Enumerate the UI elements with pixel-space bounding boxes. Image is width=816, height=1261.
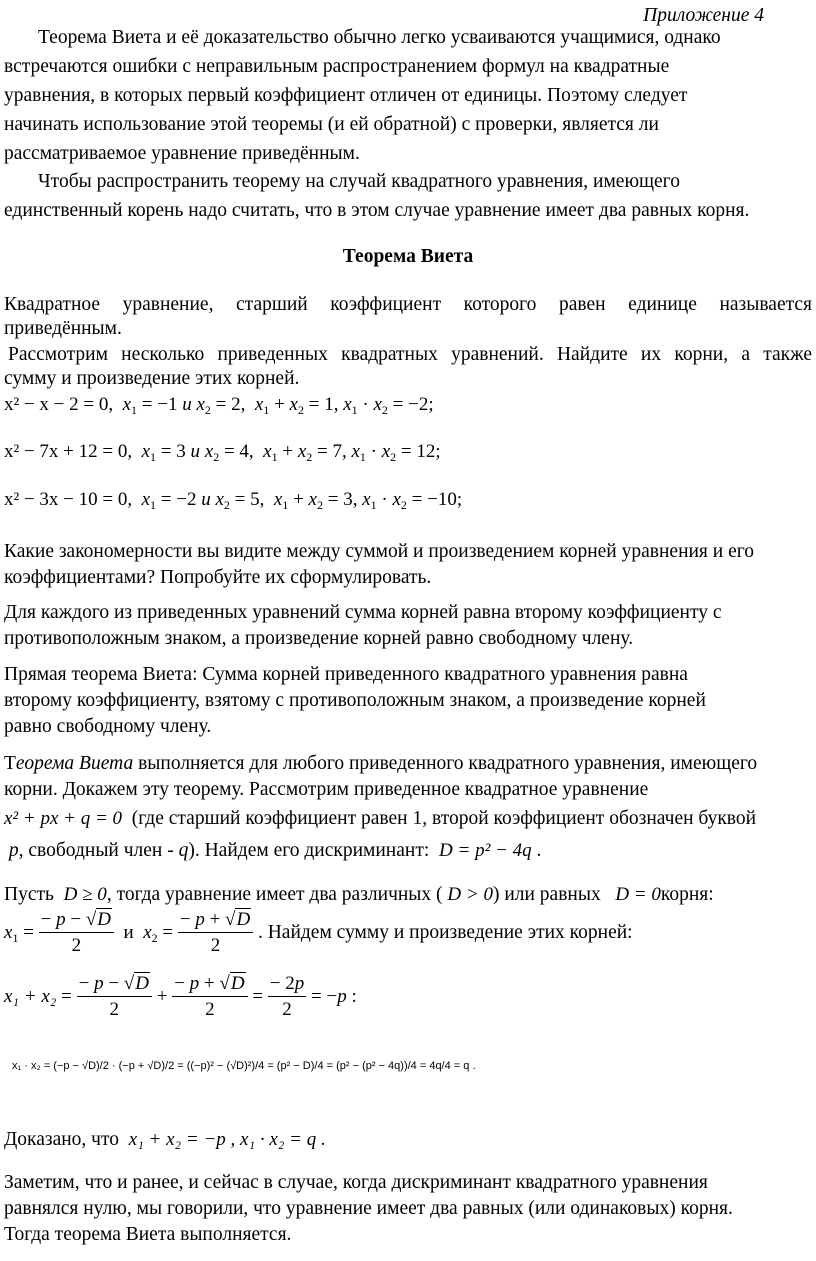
example-1: x² − x − 2 = 0, $x_1 = -1$ и $x_2 = 2$, $x_1 + x_2 = 1$, $x_1 \cdot x_2 = -2$;: [4, 394, 434, 417]
answer-line: противоположным знаком, а произведение корней равно свободному члену.: [4, 628, 634, 649]
theorem-name: еорема Виета: [15, 753, 134, 774]
intro-line: Теорема Виета и её доказательство обычно легко усваиваются учащимися, однако: [38, 27, 721, 48]
proof-line: p, свободный член - q). Найдем его дискриминант: D = p² − 4q .: [4, 840, 542, 861]
proof-line: [4, 804, 756, 833]
root-x2: 2: [231, 394, 241, 415]
and-word: и: [201, 489, 211, 510]
product-formula: x₁ · x₂ = (−p − √D)/2 · (−p + √D)/2 = ((−p)² − (√D)²)/4 = (p² − D)/4 = (p² − (p² − 4q))/4 = 4q/4 = q .: [12, 1060, 476, 1072]
proof-text: выполняется для любого приведенного квадратного уравнения, имеющего: [133, 753, 758, 774]
roots-product: 12: [416, 441, 436, 462]
roots-formula: $x_1$ = $\frac{- p - √D}{2}$ и $x_2$ = $\frac{- p + √D}{2}$ . Найдем сумму и произведение этих корней:: [4, 909, 633, 956]
proof-line: корни. Докажем эту теорему. Рассмотрим приведенное квадратное уравнение: [4, 779, 649, 800]
closing-line: равнялся нулю, мы говорили, что уравнение имеет два равных (или одинаковых) корня.: [4, 1198, 733, 1219]
proof-text: Т: [4, 753, 16, 774]
proof-text: ). Найдем его дискриминант:: [188, 840, 430, 861]
sum-formula: x₁ + x₂ = $\frac{- p - √D}{2}$ + $\frac{- p + √D}{2}$ = $\frac{- 2p}{2}$ = −p :: [4, 973, 357, 1020]
proof-text: . Найдем сумму и произведение этих корней:: [257, 921, 633, 943]
proof-text: Пусть: [4, 884, 54, 905]
example-3: x² − 3x − 10 = 0, $x_1 = -2$ и $x_2 = 5$, $x_1 + x_2 = 3$, $x_1 \cdot x_2 = -10$;: [4, 489, 463, 512]
intro-line: встречаются ошибки с неправильным распространением формул на квадратные: [4, 56, 670, 77]
roots-product: −2: [408, 394, 429, 415]
proof-line: [4, 749, 757, 778]
and-word: и: [182, 394, 192, 415]
section-title: Теорема Виета: [342, 246, 474, 267]
and-word: и: [123, 921, 134, 943]
roots-sum: 3: [343, 489, 353, 510]
task-line: Рассмотрим несколько приведенных квадратных уравнений. Найдите их корни, а также: [8, 344, 812, 365]
condition-formula: D ≥ 0: [63, 884, 107, 905]
proof-text: (где старший коэффициент равен 1, второй коэффициент обозначен буквой: [131, 808, 757, 829]
question-line: Какие закономерности вы видите между суммой и произведением корней уравнения и его: [4, 541, 755, 562]
example-equation: x² − 3x − 10 = 0: [4, 489, 128, 510]
proved-line: [4, 1125, 326, 1154]
proof-text: Доказано, что: [4, 1129, 120, 1150]
sum-label: x₁ + x₂: [4, 985, 57, 1007]
condition-formula: D > 0: [447, 884, 493, 905]
proof-text: корня:: [660, 884, 714, 905]
theorem-line: Прямая теорема Виета: Сумма корней приведенного квадратного уравнения равна: [4, 664, 688, 685]
proof-text: , тогда уравнение имеет два различных (: [106, 884, 443, 905]
roots-sum: 1: [324, 394, 334, 415]
condition-formula: D = 0: [615, 884, 661, 905]
condition-line: [4, 880, 714, 909]
intro-line: единственный корень надо считать, что в этом случае уравнение имеет два равных корня.: [4, 200, 750, 221]
theorem-line: второму коэффициенту, взятому с противоположным знаком, а произведение корней: [4, 690, 706, 711]
root-x2: 5: [250, 489, 260, 510]
proof-text: ) или равных: [492, 884, 601, 905]
intro-line: начинать использование этой теоремы (и ей обратной) с проверки, является ли: [4, 114, 659, 135]
closing-line: Тогда теорема Виета выполняется.: [4, 1224, 292, 1245]
definition-line: приведённым.: [4, 318, 122, 339]
intro-line: Чтобы распространить теорему на случай квадратного уравнения, имеющего: [38, 171, 680, 192]
intro-line: уравнения, в которых первый коэффициент отличен от единицы. Поэтому следует: [4, 85, 688, 106]
appendix-label: Приложение 4: [643, 5, 764, 26]
example-2: x² − 7x + 12 = 0, $x_1 = 3$ и $x_2 = 4$, $x_1 + x_2 = 7$, $x_1 \cdot x_2 = 12$;: [4, 441, 441, 464]
example-equation: x² − 7x + 12 = 0: [4, 441, 128, 462]
theorem-line: равно свободному члену.: [4, 716, 212, 737]
intro-line: рассматриваемое уравнение приведённым.: [4, 143, 360, 164]
root-x1: 3: [176, 441, 186, 462]
answer-line: Для каждого из приведенных уравнений сумма корней равна второму коэффициенту с: [4, 602, 722, 623]
root-x1: −1: [157, 394, 178, 415]
proved-formula: x₁ + x₂ = −p , x₁ · x₂ = q .: [128, 1129, 326, 1150]
question-line: коэффициентами? Попробуйте их сформулировать.: [4, 567, 432, 588]
root-x2: 4: [239, 441, 249, 462]
and-word: и: [190, 441, 200, 462]
roots-product: −10: [427, 489, 457, 510]
root-x1: −2: [176, 489, 197, 510]
roots-sum: 7: [332, 441, 342, 462]
definition-line: Квадратное уравнение, старший коэффициент которого равен единице называется: [4, 294, 812, 315]
discriminant-formula: D = p² − 4q: [439, 840, 532, 861]
proof-text: , свободный член -: [18, 840, 174, 861]
reduced-equation: x² + px + q = 0: [4, 808, 123, 829]
task-line: сумму и произведение этих корней.: [4, 368, 300, 389]
example-equation: x² − x − 2 = 0: [4, 394, 109, 415]
closing-line: Заметим, что и ранее, и сейчас в случае, когда дискриминант квадратного уравнения: [4, 1172, 708, 1193]
